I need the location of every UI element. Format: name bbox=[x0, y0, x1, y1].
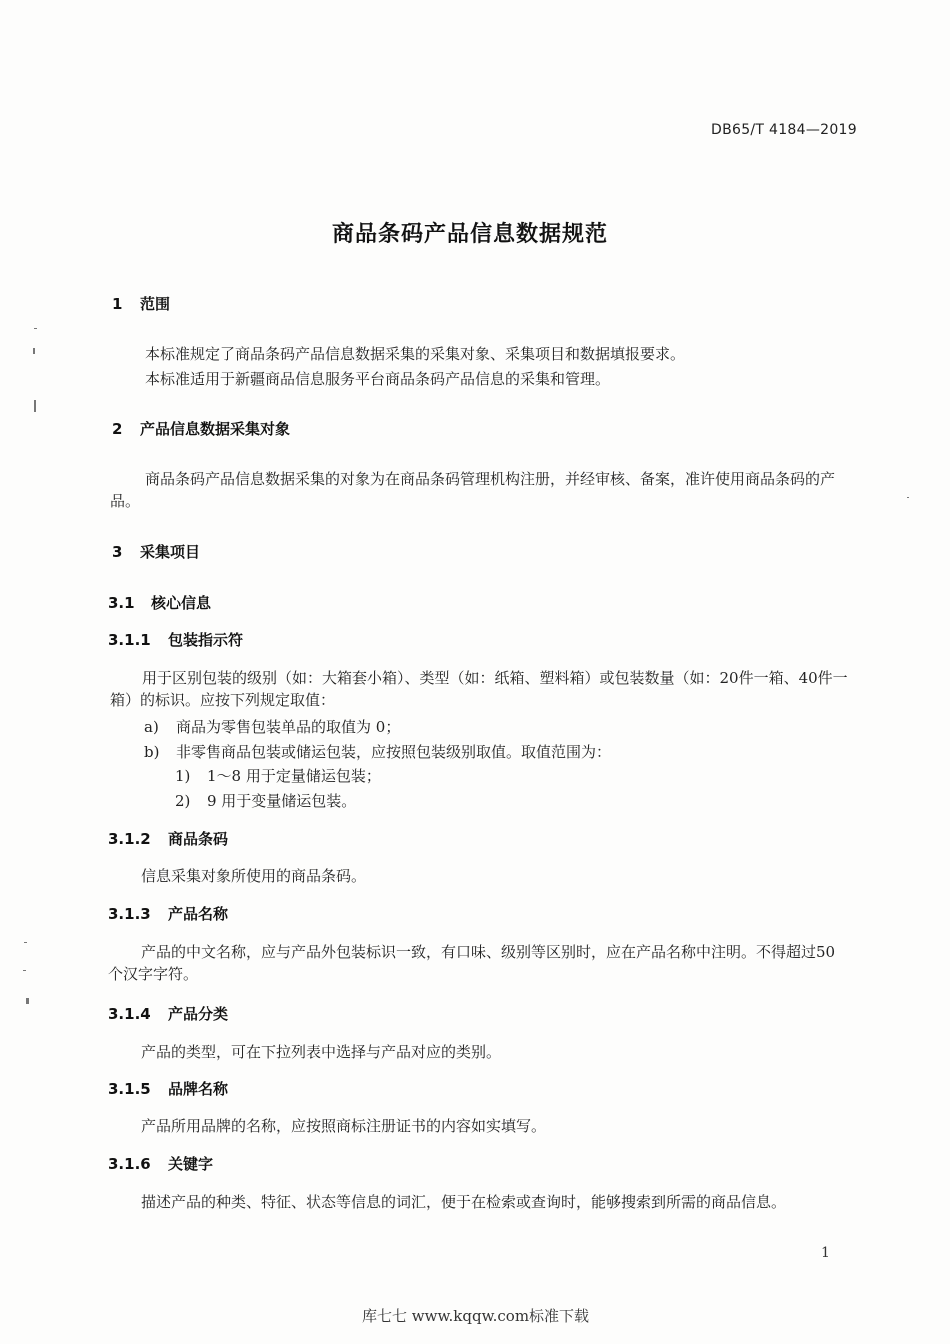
scan-speck bbox=[24, 942, 27, 943]
list-text: 9 用于变量储运包装。 bbox=[207, 792, 357, 810]
item-heading bbox=[108, 1078, 228, 1099]
item-heading bbox=[108, 629, 243, 650]
item-heading bbox=[108, 1003, 228, 1024]
section-title: 产品信息数据采集对象 bbox=[140, 420, 291, 438]
list-marker: 1) bbox=[175, 767, 191, 785]
item-heading bbox=[108, 903, 228, 924]
subsection-title: 核心信息 bbox=[151, 594, 212, 612]
item-title: 产品名称 bbox=[168, 905, 229, 923]
scan-speck bbox=[23, 970, 26, 971]
scan-speck bbox=[26, 998, 29, 1004]
list-item bbox=[144, 716, 400, 738]
item-number: 3.1.1 bbox=[108, 631, 151, 649]
paragraph: 产品的类型，可在下拉列表中选择与产品对应的类别。 bbox=[141, 1043, 502, 1061]
list-item bbox=[144, 741, 611, 763]
item-number: 3.1.6 bbox=[108, 1155, 151, 1173]
list-marker: a) bbox=[144, 718, 159, 736]
sublist-item bbox=[175, 765, 381, 787]
subsection-heading bbox=[108, 592, 211, 613]
section-title: 采集项目 bbox=[140, 543, 201, 561]
section-heading bbox=[112, 293, 170, 314]
item-number: 3.1.3 bbox=[108, 905, 151, 923]
scan-speck bbox=[34, 328, 37, 329]
page-number: 1 bbox=[821, 1245, 830, 1261]
list-marker: 2) bbox=[175, 792, 191, 810]
footer-watermark-link[interactable]: 库七七 www.kqqw.com标准下载 bbox=[362, 1307, 590, 1325]
list-text: 商品为零售包装单品的取值为 0； bbox=[176, 718, 401, 736]
item-title: 关键字 bbox=[168, 1155, 214, 1173]
list-text: 非零售商品包装或储运包装，应按照包装级别取值。取值范围为： bbox=[176, 743, 612, 761]
subsection-number: 3.1 bbox=[108, 594, 135, 612]
paragraph: 信息采集对象所使用的商品条码。 bbox=[141, 867, 367, 885]
paragraph: 用于区别包装的级别（如：大箱套小箱）、类型（如：纸箱、塑料箱）或包装数量（如：20件一箱、40件一箱）的标识。应按下列规定取值： bbox=[110, 669, 848, 709]
item-title: 包装指示符 bbox=[168, 631, 244, 649]
item-number: 3.1.4 bbox=[108, 1005, 151, 1023]
item-number: 3.1.5 bbox=[108, 1080, 151, 1098]
paragraph: 商品条码产品信息数据采集的对象为在商品条码管理机构注册，并经审核、备案，准许使用商品条码的产品。 bbox=[110, 470, 836, 510]
scan-speck bbox=[34, 400, 36, 412]
item-heading bbox=[108, 828, 228, 849]
paragraph: 本标准规定了商品条码产品信息数据采集的采集对象、采集项目和数据填报要求。 bbox=[145, 345, 686, 363]
list-text: 1～8 用于定量储运包装； bbox=[207, 767, 381, 785]
section-title: 范围 bbox=[140, 295, 171, 313]
section-heading bbox=[112, 541, 200, 562]
section-number: 1 bbox=[112, 295, 123, 313]
paragraph: 产品所用品牌的名称，应按照商标注册证书的内容如实填写。 bbox=[141, 1117, 547, 1135]
item-title: 产品分类 bbox=[168, 1005, 229, 1023]
section-heading bbox=[112, 418, 290, 439]
sublist-item bbox=[175, 790, 356, 812]
item-heading bbox=[108, 1153, 213, 1174]
paragraph: 产品的中文名称，应与产品外包装标识一致，有口味、级别等区别时，应在产品名称中注明。不得超过50个汉字字符。 bbox=[108, 943, 836, 983]
paragraph: 本标准适用于新疆商品信息服务平台商品条码产品信息的采集和管理。 bbox=[145, 370, 611, 388]
document-title: 商品条码产品信息数据规范 bbox=[332, 222, 609, 247]
item-title: 品牌名称 bbox=[168, 1080, 229, 1098]
scan-speck bbox=[907, 497, 909, 498]
item-number: 3.1.2 bbox=[108, 830, 151, 848]
document-code: DB65/T 4184—2019 bbox=[711, 122, 857, 138]
section-number: 2 bbox=[112, 420, 123, 438]
scan-speck bbox=[33, 348, 35, 354]
section-number: 3 bbox=[112, 543, 123, 561]
item-title: 商品条码 bbox=[168, 830, 229, 848]
list-marker: b) bbox=[144, 743, 160, 761]
paragraph: 描述产品的种类、特征、状态等信息的词汇，便于在检索或查询时，能够搜索到所需的商品信息。 bbox=[141, 1193, 787, 1211]
